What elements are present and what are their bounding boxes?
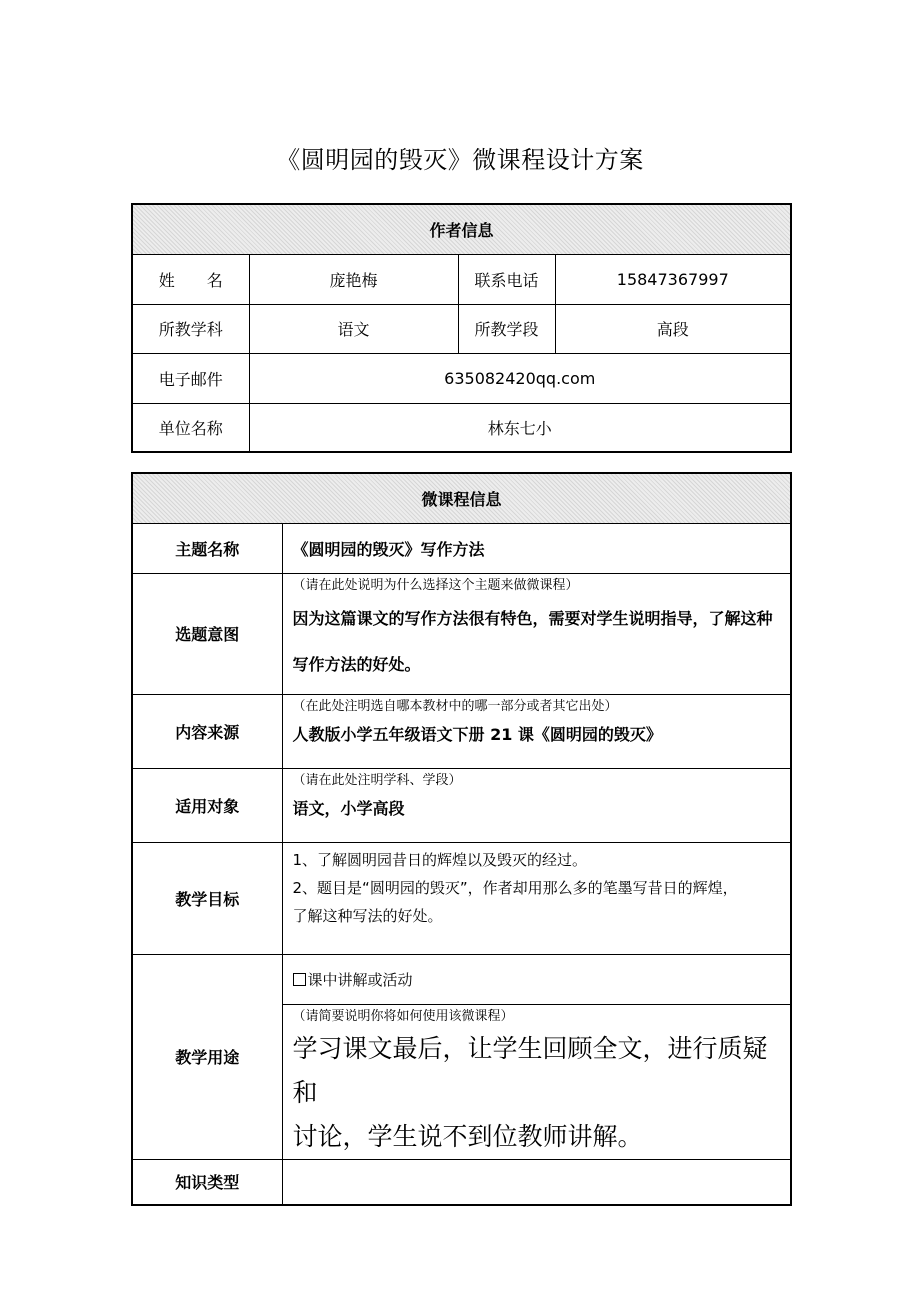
audience-note: （请在此处注明学科、学段）: [292, 772, 462, 788]
stage-value: 高段: [555, 304, 791, 353]
usage-line-2: 讨论，学生说不到位教师讲解。: [292, 1121, 643, 1151]
intent-cell: [282, 573, 791, 694]
name-value: 庞艳梅: [249, 254, 458, 304]
subject-value: 语文: [249, 304, 458, 353]
usage-checkbox[interactable]: [293, 973, 306, 986]
source-label: 内容来源: [132, 694, 282, 768]
usage-detail-cell: [282, 1004, 791, 1159]
intent-line-1: 因为这篇课文的写作方法很有特色，需要对学生说明指导，了解这种: [292, 608, 773, 628]
usage-line-1: 学习课文最后，让学生回顾全文，进行质疑和: [292, 1033, 768, 1107]
audience-label: 适用对象: [132, 768, 282, 842]
phone-value: 15847367997: [555, 254, 791, 304]
goal-line-1: 1、了解圆明园昔日的辉煌以及毁灭的经过。: [292, 850, 588, 869]
goal-cell: [282, 842, 791, 954]
goal-line-2: 2、题目是“圆明园的毁灭”，作者却用那么多的笔墨写昔日的辉煌，: [292, 878, 738, 897]
intent-line-2: 写作方法的好处。: [292, 654, 421, 674]
usage-option-label: 课中讲解或活动: [307, 970, 413, 989]
audience-cell: [282, 768, 791, 842]
knowledge-value: [282, 1159, 791, 1205]
source-value: 人教版小学五年级语文下册 21 课《圆明园的毁灭》: [292, 724, 662, 744]
unit-label: 单位名称: [132, 403, 249, 452]
usage-note: （请简要说明你将如何使用该微课程）: [292, 1008, 514, 1024]
course-info-header: 微课程信息: [132, 473, 791, 523]
intent-label: 选题意图: [132, 573, 282, 694]
name-label: 姓 名: [132, 254, 249, 304]
source-note: （在此处注明选自哪本教材中的哪一部分或者其它出处）: [292, 698, 618, 714]
author-info-table: [131, 203, 792, 453]
audience-value: 语文，小学高段: [292, 798, 405, 818]
intent-note: （请在此处说明为什么选择这个主题来做微课程）: [292, 577, 579, 593]
knowledge-label: 知识类型: [132, 1159, 282, 1205]
usage-label: 教学用途: [132, 954, 282, 1159]
goal-line-3: 了解这种写法的好处。: [292, 906, 443, 925]
subject-label: 所教学科: [132, 304, 249, 353]
author-info-header: 作者信息: [132, 204, 791, 254]
course-info-table: [131, 472, 792, 1206]
goal-label: 教学目标: [132, 842, 282, 954]
page-title: 《圆明园的毁灭》微课程设计方案: [276, 146, 644, 174]
unit-value: 林东七小: [249, 403, 791, 452]
phone-label: 联系电话: [458, 254, 555, 304]
stage-label: 所教学段: [458, 304, 555, 353]
usage-option-cell: [282, 954, 791, 1004]
topic-value: 《圆明园的毁灭》写作方法: [282, 523, 791, 573]
topic-label: 主题名称: [132, 523, 282, 573]
email-label: 电子邮件: [132, 353, 249, 403]
email-value: 635082420qq.com: [249, 353, 791, 403]
source-cell: [282, 694, 791, 768]
